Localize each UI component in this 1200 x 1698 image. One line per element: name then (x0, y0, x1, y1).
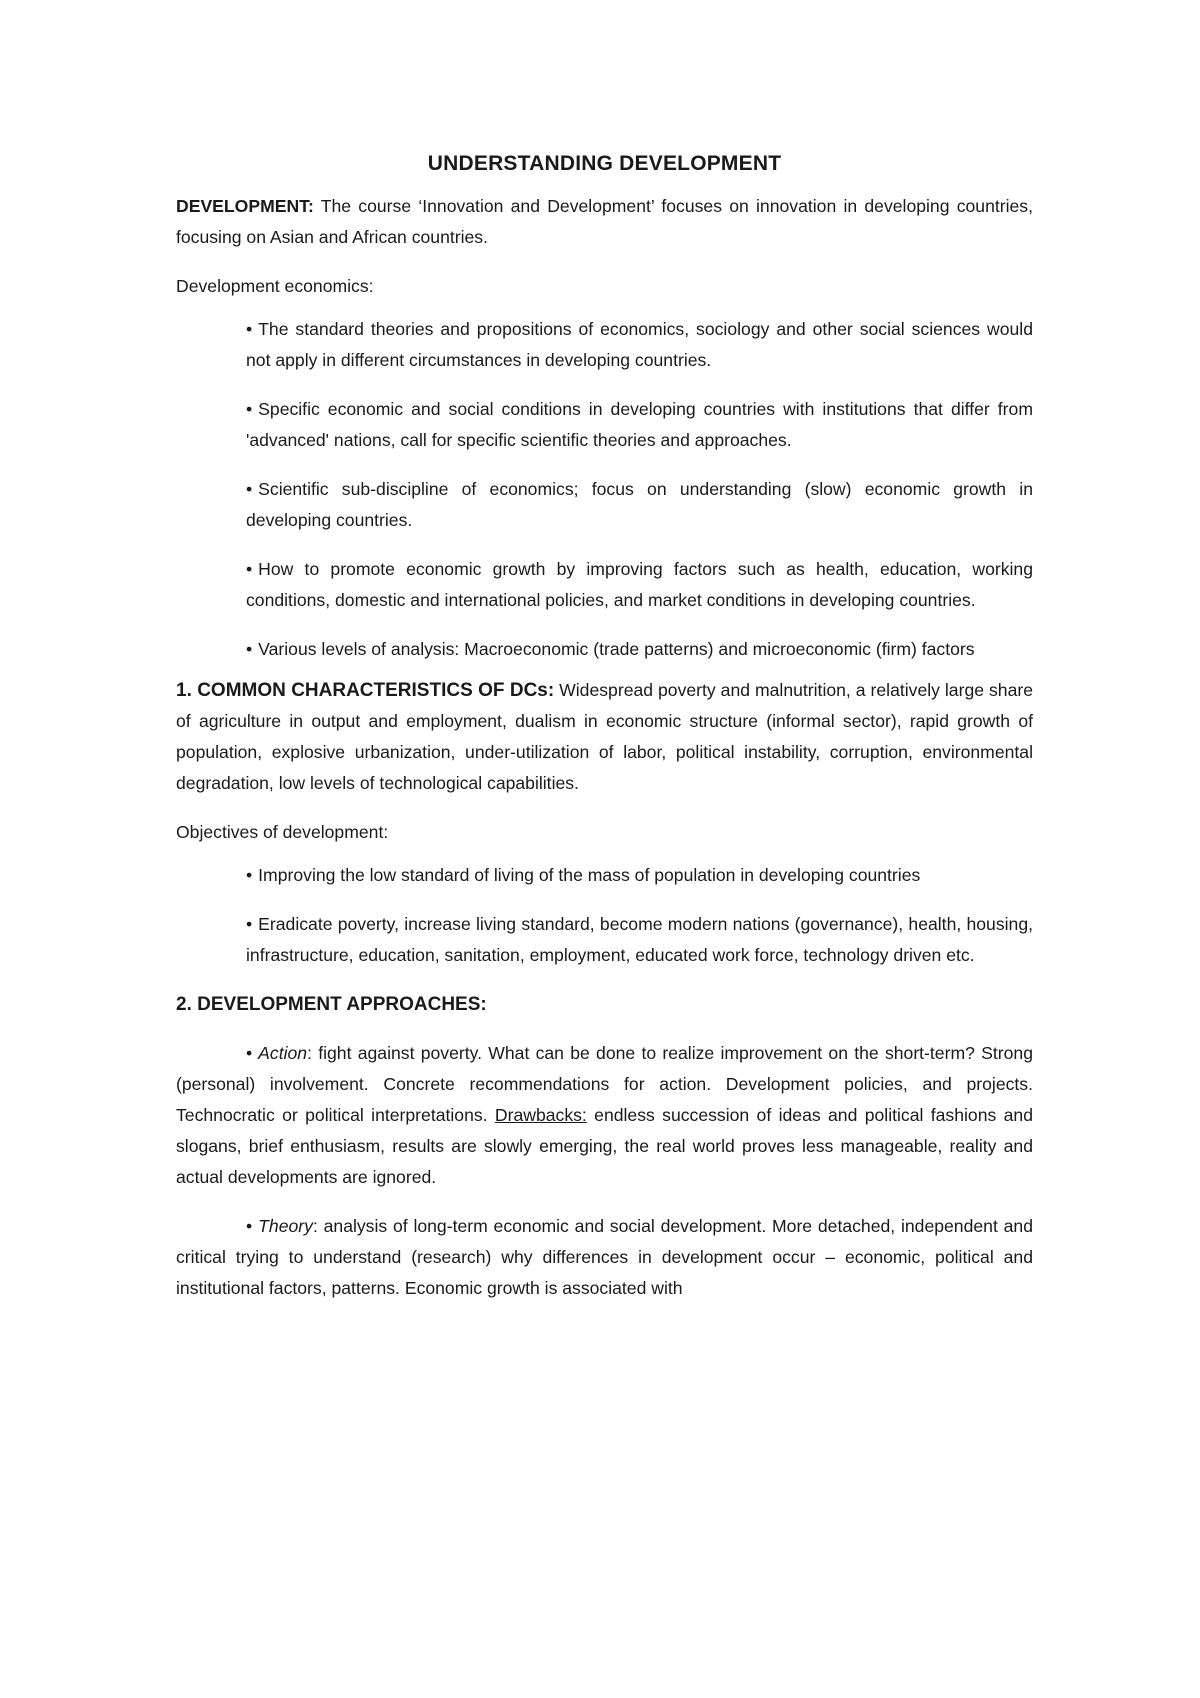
section1-paragraph (176, 675, 1033, 799)
bullet-icon: • (246, 399, 253, 419)
bullet-icon: • (246, 865, 253, 885)
bullet-icon: • (246, 559, 253, 579)
list-item-text: Various levels of analysis: Macroeconomic (trade patterns) and microeconomic (firm) factors (258, 639, 975, 659)
drawbacks-label: Drawbacks: (494, 1105, 587, 1125)
action-paragraph (176, 1038, 1033, 1193)
document-title: UNDERSTANDING DEVELOPMENT (427, 152, 782, 175)
bullet-icon: • (246, 914, 253, 934)
intro-text: The course ‘Innovation and Development’ focuses on innovation in developing countries, focusing on Asian and African countries. (176, 196, 1033, 247)
theory-paragraph (176, 1211, 1033, 1304)
action-text: : fight against poverty. What can be done to realize improvement on the short-term? Strong (personal) involvement. Concrete recommendations for action. Development policies, and projects. Technocratic or political interpretations. (176, 1043, 1033, 1125)
drawbacks-text: endless succession of ideas and political fashions and slogans, brief enthusiasm, results are slowly emerging, the real world proves less manageable, reality and actual developments are ignored. (176, 1105, 1033, 1187)
action-term: Action (258, 1043, 308, 1063)
list-item-text: The standard theories and propositions of economics, sociology and other social sciences would not apply in different circumstances in developing countries. (246, 319, 1033, 370)
list-item (246, 634, 1033, 665)
list-item (246, 394, 1033, 456)
theory-term: Theory (258, 1216, 313, 1236)
dev-economics-heading: Development economics: (176, 276, 374, 296)
section2-heading: 2. DEVELOPMENT APPROACHES: (176, 994, 487, 1015)
dev-economics-list (176, 314, 1033, 665)
objectives-list (176, 860, 1033, 971)
list-item (246, 314, 1033, 376)
bullet-icon: • (246, 1043, 253, 1063)
intro-label: DEVELOPMENT: (176, 196, 314, 216)
list-item-text: Eradicate poverty, increase living standard, become modern nations (governance), health, housing, infrastructure, education, sanitation, employment, educated work force, technology driven etc. (246, 914, 1033, 965)
bullet-icon: • (246, 639, 253, 659)
bullet-icon: • (246, 1216, 253, 1236)
bullet-icon: • (246, 479, 253, 499)
section1-heading: 1. COMMON CHARACTERISTICS OF DCs: (176, 680, 555, 701)
list-item (246, 554, 1033, 616)
intro-paragraph (176, 191, 1033, 253)
list-item-text: How to promote economic growth by improving factors such as health, education, working conditions, domestic and international policies, and market conditions in developing countries. (246, 559, 1033, 610)
list-item-text: Scientific sub-discipline of economics; focus on understanding (slow) economic growth in developing countries. (246, 479, 1033, 530)
list-item (246, 860, 1033, 891)
list-item-text: Specific economic and social conditions in developing countries with institutions that differ from 'advanced' nations, call for specific scientific theories and approaches. (246, 399, 1033, 450)
objectives-heading: Objectives of development: (176, 822, 389, 842)
list-item (246, 909, 1033, 971)
list-item-text: Improving the low standard of living of the mass of population in developing countries (258, 865, 921, 885)
bullet-icon: • (246, 319, 253, 339)
section1-text: Widespread poverty and malnutrition, a relatively large share of agriculture in output and employment, dualism in economic structure (informal sector), rapid growth of population, explosive urbanization, under-utilization of labor, political instability, corruption, environmental degradation, low levels of technological capabilities. (176, 680, 1033, 793)
list-item (246, 474, 1033, 536)
theory-text: : analysis of long-term economic and social development. More detached, independent and critical trying to understand (research) why differences in development occur – economic, political and institutional factors, patterns. Economic growth is associated with (176, 1216, 1033, 1298)
document-page (176, 140, 1033, 1322)
